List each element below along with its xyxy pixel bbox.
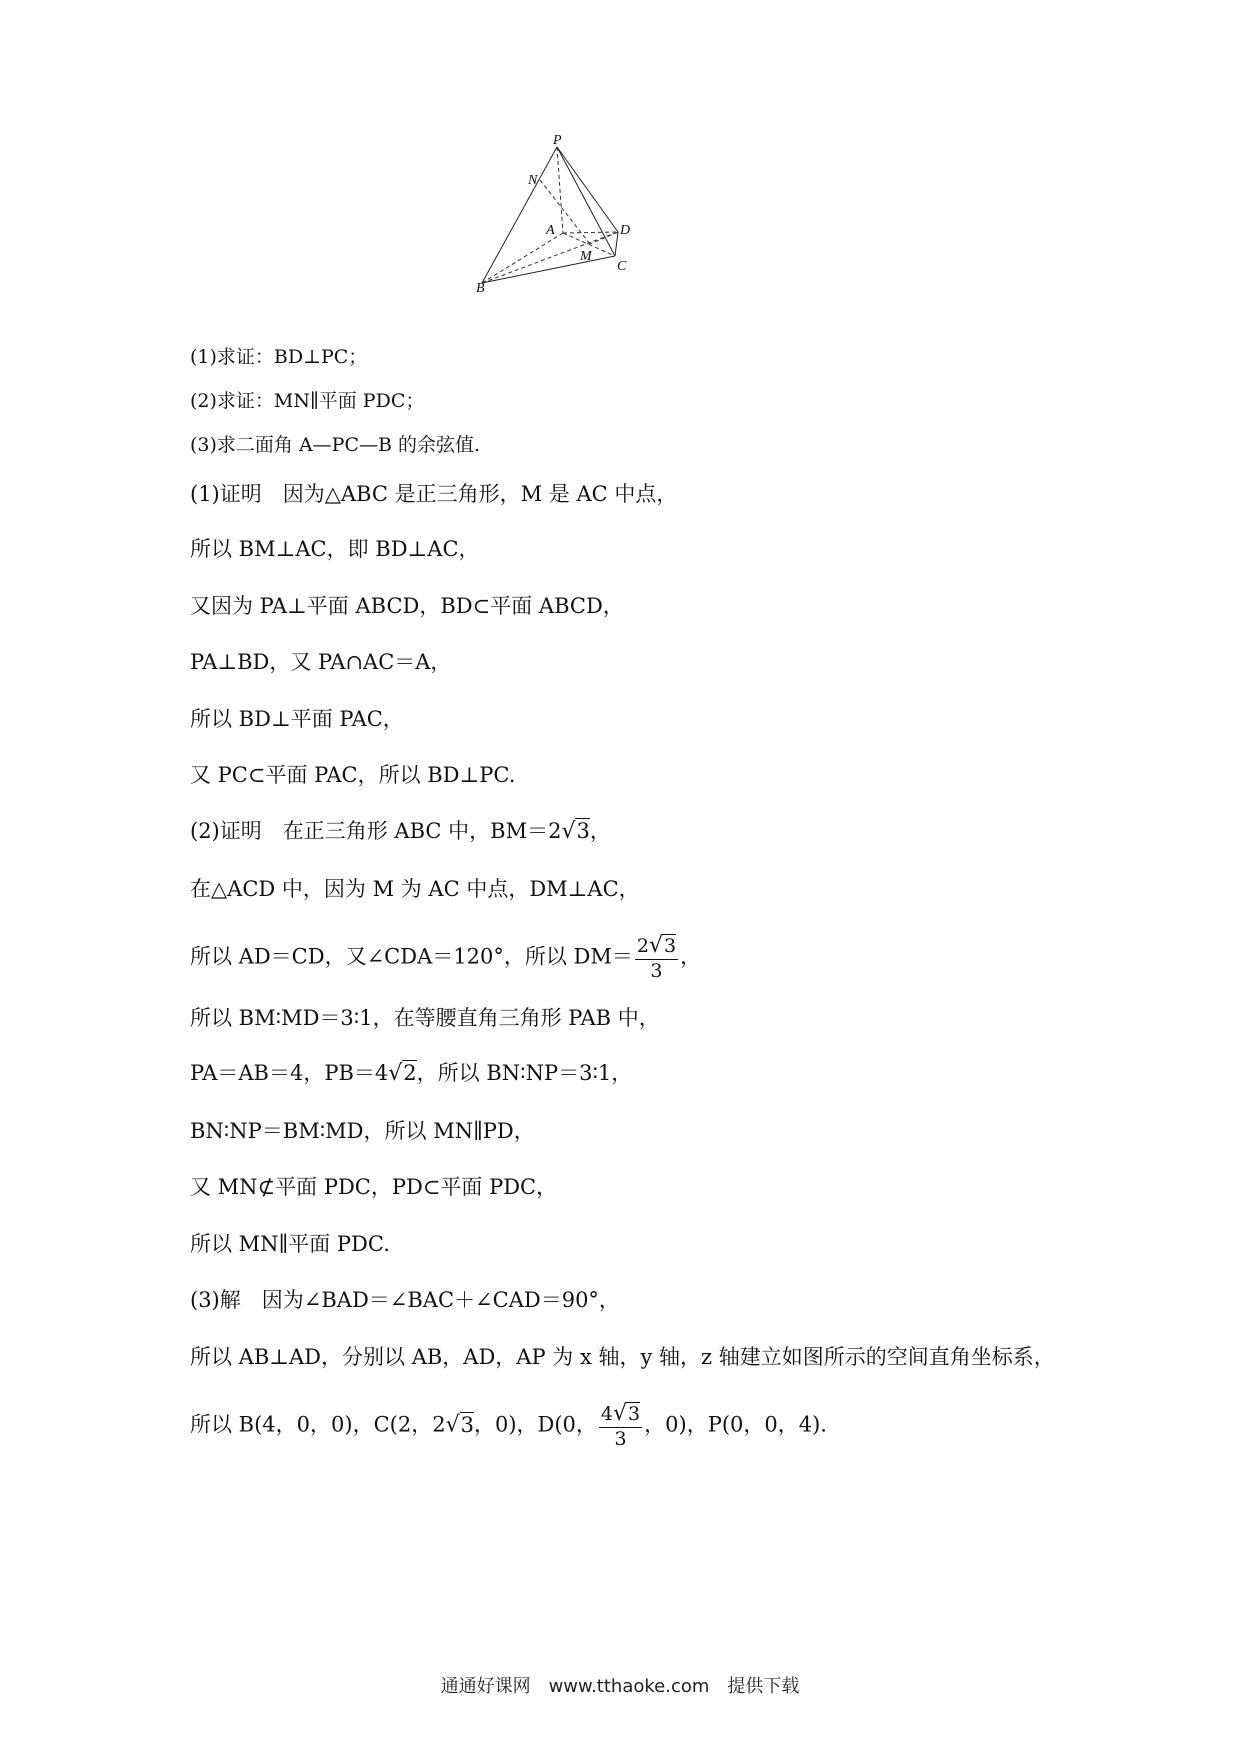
question-1: (1)求证：BD⊥PC； <box>190 346 368 368</box>
solution-line-16: 所以 AB⊥AD，分别以 AB，AD，AP 为 x 轴，y 轴，z 轴建立如图所示的空间直角坐标系， <box>190 1345 1055 1369</box>
solution-line-11 <box>190 1060 632 1087</box>
sqrt-sign: √ <box>388 1061 403 1086</box>
solution-line-4: PA⊥BD，又 PA∩AC＝A， <box>190 650 452 674</box>
label-P: P <box>553 133 562 148</box>
solution-line-6: 又 PC⊂平面 PAC，所以 BD⊥PC. <box>190 763 516 787</box>
line-9-tail: ， <box>680 944 702 969</box>
edge-BC <box>482 256 615 283</box>
solution-line-15: (3)解 因为∠BAD＝∠BAC＋∠CAD＝90°， <box>190 1288 620 1312</box>
edge-AB <box>482 233 563 283</box>
edge-DC <box>615 232 618 256</box>
solution-line-10: 所以 BM∶MD＝3∶1，在等腰直角三角形 PAB 中， <box>190 1006 660 1030</box>
edge-PB <box>482 147 557 283</box>
solution-line-12: BN∶NP＝BM∶MD，所以 MN∥PD， <box>190 1119 535 1143</box>
solution-line-17 <box>190 1403 827 1449</box>
edge-AD <box>563 232 618 233</box>
solution-line-3: 又因为 PA⊥平面 ABCD，BD⊂平面 ABCD， <box>190 594 624 618</box>
solution-line-7 <box>190 818 611 845</box>
numerator-coef: 2 <box>636 935 649 957</box>
edge-PD <box>557 147 618 232</box>
denominator: 3 <box>614 1428 627 1450</box>
edge-PA <box>557 147 563 233</box>
edge-PC <box>557 147 615 256</box>
line-17-c: ，0)，P(0，0，4). <box>644 1412 827 1437</box>
line-17-a: 所以 B(4，0，0)，C(2，2 <box>190 1412 446 1437</box>
label-D: D <box>620 223 631 238</box>
label-B: B <box>476 281 485 296</box>
radicand: 3 <box>576 819 590 843</box>
line-11-tail: ，所以 BN∶NP＝3∶1， <box>416 1061 633 1085</box>
line-7-tail: ， <box>589 819 611 843</box>
sqrt-sign: √ <box>613 1401 628 1426</box>
solution-line-2: 所以 BM⊥AC，即 BD⊥AC， <box>190 537 480 561</box>
label-C: C <box>617 259 627 274</box>
fraction-dm <box>635 935 678 981</box>
line-7-text: (2)证明 在正三角形 ABC 中，BM＝2 <box>190 819 562 843</box>
label-M: M <box>580 249 592 264</box>
page-footer: 通通好课网 www.tthaoke.com 提供下载 <box>440 1676 800 1697</box>
line-17-b: ，0)，D(0， <box>473 1412 597 1437</box>
label-N: N <box>528 173 538 188</box>
solution-line-5: 所以 BD⊥平面 PAC， <box>190 707 404 731</box>
radicand: 3 <box>663 935 677 957</box>
solution-line-1: (1)证明 因为△ABC 是正三角形，M 是 AC 中点， <box>190 482 678 506</box>
denominator: 3 <box>650 960 663 982</box>
sqrt-sign: √ <box>561 819 576 844</box>
solution-line-13: 又 MN⊄平面 PDC，PD⊂平面 PDC， <box>190 1175 558 1199</box>
sqrt-sign: √ <box>648 933 663 958</box>
fraction-d-y <box>599 1403 642 1449</box>
question-3: (3)求二面角 A—PC—B 的余弦值. <box>190 434 481 456</box>
radicand: 2 <box>403 1061 417 1085</box>
solution-line-8: 在△ACD 中，因为 M 为 AC 中点，DM⊥AC， <box>190 877 640 901</box>
line-11-text: PA＝AB＝4，PB＝4 <box>190 1061 389 1085</box>
sqrt-sign: √ <box>445 1412 460 1438</box>
edge-BD <box>482 232 618 283</box>
radicand: 3 <box>460 1412 474 1437</box>
solution-line-14: 所以 MN∥平面 PDC. <box>190 1232 390 1256</box>
pyramid-figure <box>476 133 740 340</box>
line-9-text: 所以 AD＝CD，又∠CDA＝120°，所以 DM＝ <box>190 944 633 969</box>
label-A: A <box>546 223 555 238</box>
numerator-coef: 4 <box>600 1403 614 1425</box>
radicand: 3 <box>628 1403 641 1425</box>
solution-line-9 <box>190 935 701 981</box>
question-2: (2)求证：MN∥平面 PDC； <box>190 390 425 412</box>
